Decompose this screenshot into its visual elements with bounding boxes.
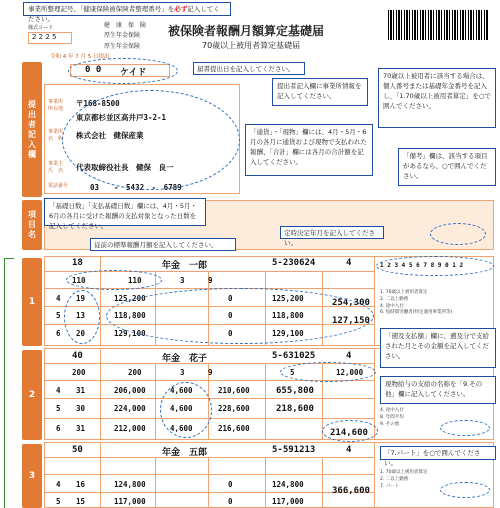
insured-name: 年金 一郎 <box>162 261 208 271</box>
cash: 125,200 <box>114 294 146 303</box>
oval-office <box>68 58 178 84</box>
sum: 655,800 <box>276 386 314 396</box>
oval-days <box>64 290 100 344</box>
form-subtitle: 70歳以上被用者算定基礎届 <box>202 41 301 50</box>
callout-text: 記入してください。 <box>28 5 220 24</box>
remark-options <box>380 470 492 490</box>
insured-name: 年金 五郎 <box>162 448 208 458</box>
days: 16 <box>76 480 86 489</box>
insurance-label-1: 健 康 保 険 <box>104 22 147 29</box>
remark-options <box>380 290 492 317</box>
callout-address: 提出者記入欄に事業所情報を記入してください。 <box>272 78 368 106</box>
tab-items: 項目名 <box>22 200 42 250</box>
form-code-label: 様式コード <box>28 25 54 31</box>
adjusted-average: 214,600 <box>330 428 368 438</box>
row-number: 1 <box>22 258 42 346</box>
applicable-month: 4 <box>346 445 352 455</box>
callout-pay: 「通貨」・「現物」欄には、4月・5月・6月の各月に通貨および現物で支払われた報酬、「合計」欄には各月の合計額を記入してください。 <box>245 124 373 176</box>
birth-date: 5-230624 <box>272 258 316 268</box>
birth-date: 5-631025 <box>272 351 316 361</box>
callout-emphasis: 必ず <box>174 5 188 13</box>
green-bracket <box>4 258 14 508</box>
seq-number: 50 <box>72 445 83 455</box>
retro-amount: 12,000 <box>336 368 364 377</box>
oval-pay <box>106 288 374 344</box>
cash: 117,000 <box>114 497 146 506</box>
callout-basis: 「基礎日数」「支払基礎日数」欄には、4月・5月・6月の各月に受けた報酬の支払対象となった日数を記入してください。 <box>44 198 206 226</box>
col-divider <box>155 457 156 508</box>
row-divider <box>44 474 374 475</box>
goods: 0 <box>228 329 233 338</box>
col-divider <box>374 256 375 346</box>
sum: 254,300 <box>332 298 370 308</box>
oval-retro <box>280 362 376 382</box>
total: 125,200 <box>272 294 304 303</box>
submission-date: 令和 4 年 7 月 5 日提出 <box>50 54 110 60</box>
col-divider <box>322 457 323 508</box>
submitter-label: 事業所 所在地 <box>48 99 64 112</box>
days: 20 <box>76 329 86 338</box>
row-divider <box>44 457 374 458</box>
month: 5 <box>56 404 61 413</box>
remark-option: 2. 二以上勤務 <box>380 476 409 482</box>
company-name: 株式会社 健保産業 <box>76 131 144 140</box>
callout-prev: 従前の標準報酬月額を記入してください。 <box>90 238 236 251</box>
average: 127,150 <box>332 316 370 326</box>
row-number: 3 <box>22 444 42 508</box>
cash: 124,800 <box>114 480 146 489</box>
goods: 0 <box>228 497 233 506</box>
goods: 0 <box>228 480 233 489</box>
submitter-label: 事業主 氏 名 <box>48 161 64 174</box>
total: 129,100 <box>272 329 304 338</box>
col-divider <box>265 457 266 508</box>
remark-options <box>380 408 492 428</box>
form-title: 被保険者報酬月額算定基礎届 <box>168 24 325 38</box>
callout-text: 健康保険被保険者整理番号 <box>83 5 162 13</box>
prev-pension: 110 <box>128 276 142 285</box>
month: 6 <box>56 424 61 433</box>
tab-submitter: 提出者記入欄 <box>22 62 42 197</box>
average: 218,600 <box>276 404 314 414</box>
oval-prev <box>66 270 162 290</box>
goods: 4,600 <box>170 424 193 433</box>
remark-option: 4. 途中入社 <box>380 408 404 413</box>
remark-option: 6. 短時間労働者(特定適用事業所等) <box>380 310 453 316</box>
row-number: 2 <box>22 350 42 440</box>
start-month: 9 <box>208 276 213 285</box>
applicable-month: 4 <box>346 258 352 268</box>
remark-option: 9. その他 <box>380 421 400 427</box>
applicable-month: 4 <box>346 351 352 361</box>
prev-health: 200 <box>72 368 86 377</box>
callout-retro: 「遡及支払額」欄に、遡及分で支給された月とその金額を記入してください。 <box>380 328 496 368</box>
office-name: ケイド <box>120 68 147 78</box>
remark-option: 7. パート <box>380 483 400 489</box>
barcode <box>388 10 488 40</box>
seq-number: 18 <box>72 258 83 268</box>
remark-option: 1. 70歳以上被用者算定 <box>380 290 428 295</box>
prev-pension: 200 <box>128 368 142 377</box>
goods: 0 <box>228 294 233 303</box>
callout-70plus: 70歳以上被用者に該当する場合は、個人番号または基礎年金番号を記入し、「1.70歳以上被用者算定」を○で囲んでください。 <box>378 68 496 128</box>
month: 5 <box>56 311 61 320</box>
cash: 224,000 <box>114 404 146 413</box>
col-divider <box>208 457 209 508</box>
remark-option: 1. 70歳以上被用者算定 <box>380 470 428 475</box>
remark-option: 4. 途中入社 <box>380 303 404 309</box>
insured-name: 年金 花子 <box>162 354 208 364</box>
col-divider <box>374 442 375 508</box>
month: 5 <box>56 497 61 506</box>
seq-number: 40 <box>72 351 83 361</box>
oval-submitter <box>62 90 240 190</box>
submitter-label: 事業所 名 称 <box>48 129 64 142</box>
insurance-label-2: 厚生年金保険 <box>104 32 141 39</box>
insurance-label-3: 厚生年金保険 <box>104 43 141 50</box>
col-divider <box>100 442 101 508</box>
callout-text: 」を <box>161 5 175 13</box>
sum: 366,600 <box>332 486 370 496</box>
goods: 4,600 <box>170 404 193 413</box>
cash: 206,000 <box>114 386 146 395</box>
representative-name: 代表取締役社長 健保 良一 <box>76 163 174 172</box>
total: 210,600 <box>218 386 250 395</box>
birth-date: 5-591213 <box>272 445 316 455</box>
start-month: 9 <box>208 368 213 377</box>
pension-number: 1 2 3 4 5 6 7 8 9 0 1 2 <box>380 262 464 269</box>
remark-option: 2. 二以上勤務 <box>380 296 409 302</box>
callout-office-code <box>23 2 231 24</box>
month: 4 <box>56 480 61 489</box>
oval-pension-number <box>376 256 494 276</box>
callout-text: 事業所整理記号、「 <box>28 5 84 13</box>
phone-number: 03 - 5432 - 6789 <box>90 183 182 192</box>
month: 4 <box>56 294 61 303</box>
row-divider <box>44 492 374 493</box>
total: 228,600 <box>218 404 250 413</box>
callout-remarks: 「備考」欄は、該当する項目があるなら、○で囲んでください。 <box>398 148 496 186</box>
cash: 129,100 <box>114 329 146 338</box>
days: 13 <box>76 311 86 320</box>
form-code: 2 2 2 5 <box>28 32 72 44</box>
goods: 4,600 <box>170 386 193 395</box>
start-year: 3 <box>180 368 185 377</box>
days: 19 <box>76 294 86 303</box>
col-divider <box>265 363 266 440</box>
days: 30 <box>76 404 86 413</box>
goods: 0 <box>228 311 233 320</box>
callout-date: 届書提出日を記入してください。 <box>193 62 305 75</box>
col-divider <box>155 363 156 440</box>
start-year: 3 <box>180 276 185 285</box>
prev-health: 110 <box>72 276 86 285</box>
submitter-label: 電話番号 <box>48 183 69 189</box>
cash: 212,000 <box>114 424 146 433</box>
oval-adjusted <box>322 420 378 442</box>
col-divider <box>100 348 101 440</box>
days: 15 <box>76 497 86 506</box>
total: 118,800 <box>272 311 304 320</box>
cash: 118,800 <box>114 311 146 320</box>
retro-month: 5 <box>290 368 295 377</box>
total: 124,800 <box>272 480 304 489</box>
callout-start: 定時決定年月を記入してください。 <box>280 226 384 239</box>
total: 216,600 <box>218 424 250 433</box>
days: 31 <box>76 424 86 433</box>
callout-goods-name: 現物給与の支給の名称を「9.その他」欄に記入してください。 <box>380 376 496 404</box>
office-address: 東京都杉並区高井戸3-2-1 <box>76 113 167 122</box>
remark-option: 8. 年間平均 <box>380 414 404 420</box>
month: 6 <box>56 329 61 338</box>
total: 117,000 <box>272 497 304 506</box>
office-code: 0 0 <box>85 65 102 75</box>
callout-part: 「7.パート」を○で囲んでください。 <box>380 446 496 460</box>
days: 31 <box>76 386 86 395</box>
oval-goods <box>160 382 212 438</box>
oval-remarks <box>430 223 486 245</box>
month: 4 <box>56 386 61 395</box>
postal-code: 〒168-8500 <box>76 99 120 108</box>
